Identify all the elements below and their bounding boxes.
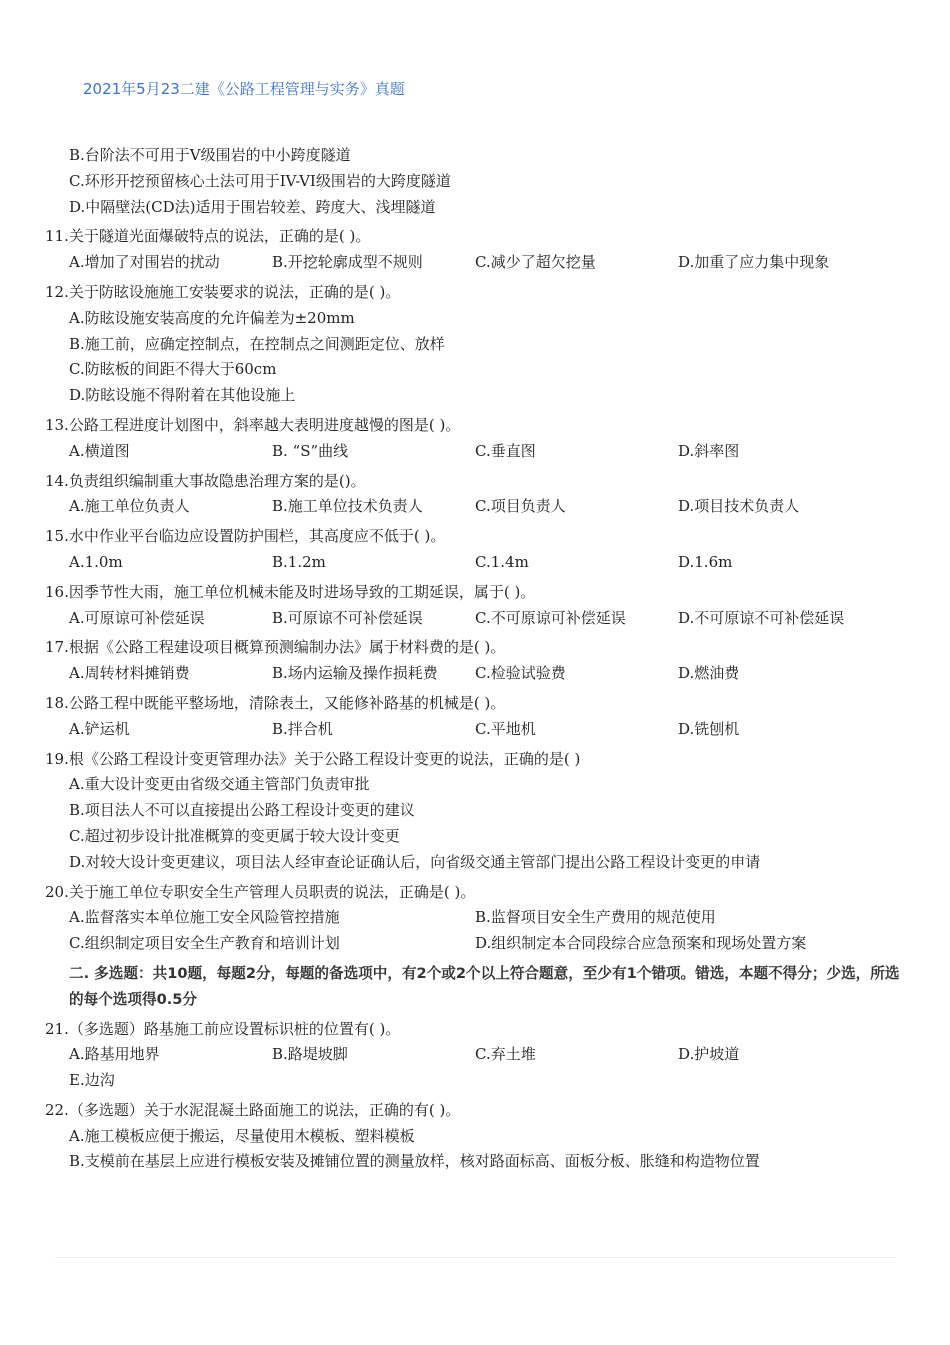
q20-option-a: A.监督落实本单位施工安全风险管控措施 [69,908,340,927]
q18-option-c: C.平地机 [475,719,536,738]
q16-stem: 16.因季节性大雨，施工单位机械未能及时进场导致的工期延误，属于( )。 [45,582,536,601]
q10-option-c: C.环形开挖预留核心土法可用于IV-VI级围岩的大跨度隧道 [69,171,451,190]
q11-option-c: C.减少了超欠挖量 [475,253,596,272]
q16-options [45,606,905,632]
q17-options [45,661,905,687]
q12-option-d: D.防眩设施不得附着在其他设施上 [69,386,296,405]
q14-stem: 14.负责组织编制重大事故隐患治理方案的是()。 [45,471,366,490]
q14-option-b: B.施工单位技术负责人 [272,497,423,516]
q12-option-c: C.防眩板的间距不得大于60cm [69,360,277,379]
q15-option-d: D.1.6m [678,552,733,571]
q11-option-a: A.增加了对围岩的扰动 [69,253,220,272]
q13-option-c: C.垂直图 [475,441,536,460]
q17-option-d: D.燃油费 [678,664,740,683]
q13-option-b: B. “S”曲线 [272,441,349,460]
q19-stem: 19.根《公路工程设计变更管理办法》关于公路工程设计变更的说法，正确的是( ) [45,749,581,768]
q21-option-e: E.边沟 [69,1071,115,1090]
q14-option-a: A.施工单位负责人 [69,497,190,516]
q16-option-c: C.不可原谅可补偿延误 [475,608,626,627]
q18-stem: 18.公路工程中既能平整场地，清除表土，又能修补路基的机械是( )。 [45,693,506,712]
q20-stem: 20.关于施工单位专职安全生产管理人员职责的说法，正确是( )。 [45,882,476,901]
section-multiple-choice-heading: 二. 多选题：共10题，每题2分，每题的备选项中，有2个或2个以上符合题意，至少有1个错项。错选，本题不得分；少选，所选的每个选项得0.5分 [69,964,900,1008]
q20-option-c: C.组织制定项目安全生产教育和培训计划 [69,934,340,953]
q21-option-c: C.弃土堆 [475,1045,536,1064]
q19-option-b: B.项目法人不可以直接提出公路工程设计变更的建议 [69,801,415,820]
q17-option-a: A.周转材料摊销费 [69,664,190,683]
q22-stem: 22.（多选题）关于水泥混凝土路面施工的说法，正确的有( )。 [45,1100,461,1119]
q11-options [45,250,905,276]
q15-option-c: C.1.4m [475,552,529,571]
q12-option-b: B.施工前，应确定控制点，在控制点之间测距定位、放样 [69,334,445,353]
q13-options [45,439,905,465]
q21-option-a: A.路基用地界 [69,1045,160,1064]
q20-option-b: B.监督项目安全生产费用的规范使用 [475,908,716,927]
document-header-title: 2021年5月23二建《公路工程管理与实务》真题 [83,80,405,98]
q10-option-d: D.中隔壁法(CD法)适用于围岩较差、跨度大、浅埋隧道 [69,197,436,216]
q15-stem: 15.水中作业平台临边应设置防护围栏，其高度应不低于( )。 [45,527,446,546]
q14-option-c: C.项目负责人 [475,497,566,516]
q17-option-c: C.检验试验费 [475,664,566,683]
q16-option-b: B.可原谅不可补偿延误 [272,608,423,627]
page-divider [55,1257,895,1258]
q15-option-a: A.1.0m [69,552,123,571]
q18-option-b: B.拌合机 [272,719,333,738]
q21-option-d: D.护坡道 [678,1045,740,1064]
q22-option-a: A.施工模板应便于搬运，尽量使用木模板、塑料模板 [69,1126,415,1145]
q18-option-d: D.铣刨机 [678,719,740,738]
q13-stem: 13.公路工程进度计划图中，斜率越大表明进度越慢的图是( )。 [45,415,461,434]
q17-option-b: B.场内运输及操作损耗费 [272,664,438,683]
q20-options-row2 [45,931,905,957]
q21-options [45,1042,905,1068]
q14-option-d: D.项目技术负责人 [678,497,800,516]
q15-option-b: B.1.2m [272,552,326,571]
q11-option-d: D.加重了应力集中现象 [678,253,830,272]
q18-options [45,717,905,743]
q18-option-a: A.铲运机 [69,719,130,738]
q22-option-b: B.支模前在基层上应进行模板安装及摊铺位置的测量放样，核对路面标高、面板分板、胀缝和构造物位置 [69,1152,760,1171]
q10-option-b: B.台阶法不可用于V级围岩的中小跨度隧道 [69,146,351,164]
q21-stem: 21.（多选题）路基施工前应设置标识桩的位置有( )。 [45,1019,401,1038]
q11-option-b: B.开挖轮廓成型不规则 [272,253,423,272]
q17-stem: 17.根据《公路工程建设项目概算预测编制办法》属于材料费的是( )。 [45,638,506,657]
q13-option-d: D.斜率图 [678,441,740,460]
q12-option-a: A.防眩设施安装高度的允许偏差为±20mm [69,308,355,327]
q21-option-b: B.路堤坡脚 [272,1045,348,1064]
q20-option-d: D.组织制定本合同段综合应急预案和现场处置方案 [475,934,807,953]
q19-option-a: A.重大设计变更由省级交通主管部门负责审批 [69,775,370,794]
q11-stem: 11.关于隧道光面爆破特点的说法，正确的是( )。 [45,227,371,246]
q19-option-c: C.超过初步设计批准概算的变更属于较大设计变更 [69,826,400,845]
q12-stem: 12.关于防眩设施施工安装要求的说法，正确的是( )。 [45,282,401,301]
q15-options [45,550,905,576]
q16-option-a: A.可原谅可补偿延误 [69,608,205,627]
exam-content [45,143,905,1175]
q16-option-d: D.不可原谅不可补偿延误 [678,608,845,627]
q20-options-row1 [45,905,905,931]
q19-option-d: D.对较大设计变更建议，项目法人经审查论证确认后，向省级交通主管部门提出公路工程设计变更的申请 [69,852,761,871]
q13-option-a: A.横道图 [69,441,130,460]
q14-options [45,494,905,520]
